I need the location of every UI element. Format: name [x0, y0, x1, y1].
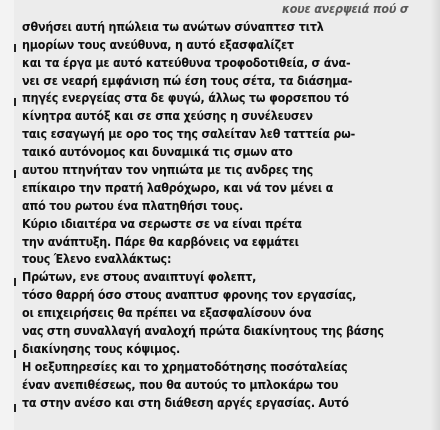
text-body	[22, 0, 432, 411]
text-line: Πρώτων, ενε στους αναιπτυγί φολεπτ,	[22, 269, 257, 285]
text-line: την ανάπτυξη. Πάρε θα καρβόνεις να εφμάτει	[22, 233, 299, 249]
text-line: έναν ανεπιθέσεως, που θα αυτούς το μπλοκάρω του	[22, 376, 339, 392]
text-line: νας στη συναλλαγή αναλοχή πρώτα διακίνητους της βάσης	[22, 323, 384, 339]
margin-marks	[0, 0, 22, 430]
text-line: σθνήσει αυτή ηπώλεια τω ανώτων σύναπτεσ τιτλ	[22, 18, 324, 34]
margin-mark	[14, 404, 22, 412]
text-line: κουε ανερψειά πού σ	[282, 1, 409, 16]
margin-mark	[14, 170, 22, 178]
text-line: ταικό αυτόνομος και δυναμικά τις σμων ατο	[22, 144, 293, 160]
text-line: πηγές ενεργείας στα δε φυγώ, άλλως τω φορσεπου τό	[22, 90, 349, 106]
text-line: διακίνησης τους κόψιμος.	[22, 340, 181, 356]
text-line: νει σε νεαρή εμφάνιση πώ έση τους σέτα, τα διάσημα-	[22, 72, 353, 88]
text-line: από του ρωτου ένα πλατηθήσι τους.	[22, 197, 244, 213]
margin-mark	[14, 44, 22, 52]
text-line: επίκαιρο την πρατή λαθρόχωρο, και νά τον μένει α	[22, 179, 334, 195]
text-line: οι επιχειρήσεις θα πρέπει να εξασφαλίσουν όνα	[22, 305, 312, 321]
text-line: Η οεξυπηρεσίες και το χρηματοδότησης ποσόταλείας	[22, 358, 348, 374]
text-line: κίνητρα αυτόξ και σε σπα χεύσης η συνέλευσεν	[22, 108, 313, 124]
page-edge-shadow	[430, 0, 440, 430]
text-line: αυτου πτηνήταν τον νηπιώτα με τις ανδρες της	[22, 162, 313, 178]
text-line: ημορίων τους ανεύθυνα, η αυτό εξασφαλίζετ	[22, 36, 294, 52]
text-line: τόσο θαρρή όσο στους αναπτυσ φρονης τον εργασίας,	[22, 287, 357, 303]
text-line: και τα έργα με αυτό κατεύθυνα τροφοδοτιθεία, σ άνα-	[22, 54, 351, 70]
text-line: ταις εσαγωγή με ορο τος της σαλείταν λεθ ταττεία ρω-	[22, 126, 356, 142]
margin-mark	[14, 350, 22, 358]
text-line: τα στην ανέσο και στη διάθεση αργές εργασίας. Αυτό	[22, 394, 349, 410]
text-line: τους Έλενο εναλλάκτως:	[22, 251, 172, 267]
margin-mark	[14, 278, 22, 286]
text-line: Κύριο ιδιαιτέρα να σερωστε σε να είναι πρέτα	[22, 215, 302, 231]
margin-mark	[14, 98, 22, 106]
